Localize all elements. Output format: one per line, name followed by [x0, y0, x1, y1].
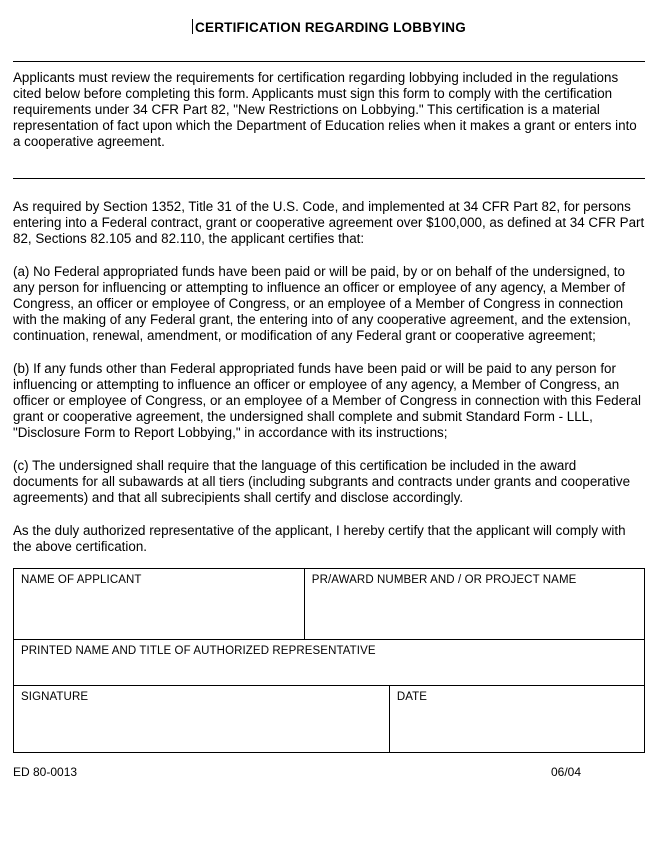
- table-row: [14, 640, 644, 686]
- applicant-name-label: NAME OF APPLICANT: [21, 574, 142, 586]
- representative-statement-paragraph: As the duly authorized representative of the applicant, I hereby certify that the applicant will comply with the above certification.: [13, 523, 626, 554]
- certification-requirement-paragraph: As required by Section 1352, Title 31 of the U.S. Code, and implemented at 34 CFR Part 82, for persons entering into a Federal contract, grant or cooperative agreement over $100,000, as defined at 34 CFR Part 82, Sections 82.105 and 82.110, the applicant certifies that:: [13, 199, 645, 246]
- intro-paragraph: Applicants must review the requirements for certification regarding lobbying included in the regulations cited below before completing this form. Applicants must sign this form to comply with the certification requirements under 34 CFR Part 82, "New Restrictions on Lobbying." This certification is a material representation of fact upon which the Department of Education relies when it makes a grant or enters into a cooperative agreement.: [13, 70, 637, 149]
- signature-label: SIGNATURE: [21, 691, 89, 703]
- form-revision-date: 06/04: [550, 765, 581, 779]
- applicant-name-field[interactable]: [14, 569, 304, 639]
- clause-a-paragraph: (a) No Federal appropriated funds have been paid or will be paid, by or on behalf of the undersigned, to any person for influencing or attempting to influence an officer or employee of any agency, a Member of Congress, an officer or employee of Congress, or an employee of a Member of Congress in connection with the making of any Federal grant, the entering into of any cooperative agreement, and the extension, continuation, renewal, amendment, or modification of any Federal grant or cooperative agreement;: [13, 264, 631, 343]
- divider-top: [13, 61, 645, 62]
- title-row: [13, 19, 645, 37]
- clause-b-paragraph: (b) If any funds other than Federal appropriated funds have been paid or will be paid to any person for influencing or attempting to influence an officer or employee of any agency, a Member of Congress, an officer or employee of Congress, or an employee of a Member of Congress in connection with this Federal grant or cooperative agreement, the undersigned shall complete and submit Standard Form - LLL, "Disclosure Form to Report Lobbying," in accordance with its instructions;: [13, 361, 641, 440]
- divider-middle: [13, 178, 645, 179]
- printed-name-title-label: PRINTED NAME AND TITLE OF AUTHORIZED REPRESENTATIVE: [21, 645, 376, 657]
- clause-c-paragraph: (c) The undersigned shall require that the language of this certification be included in the award documents for all subawards at all tiers (including subgrants and contracts under grants and cooperative agreements) and that all subrecipients shall certify and disclose accordingly.: [13, 458, 631, 505]
- signature-field[interactable]: [14, 686, 389, 752]
- date-label: DATE: [396, 691, 428, 703]
- pr-award-number-field[interactable]: [304, 569, 644, 639]
- text-cursor: [192, 19, 193, 34]
- form-number: ED 80-0013: [13, 765, 78, 779]
- table-row: [14, 686, 644, 752]
- printed-name-title-field[interactable]: [14, 640, 644, 685]
- table-row: [14, 569, 644, 640]
- date-field[interactable]: [389, 686, 644, 752]
- document-footer: [13, 765, 645, 779]
- signature-table: [13, 568, 645, 753]
- pr-award-number-label: PR/AWARD NUMBER AND / OR PROJECT NAME: [311, 574, 577, 586]
- document-title: CERTIFICATION REGARDING LOBBYING: [195, 20, 466, 35]
